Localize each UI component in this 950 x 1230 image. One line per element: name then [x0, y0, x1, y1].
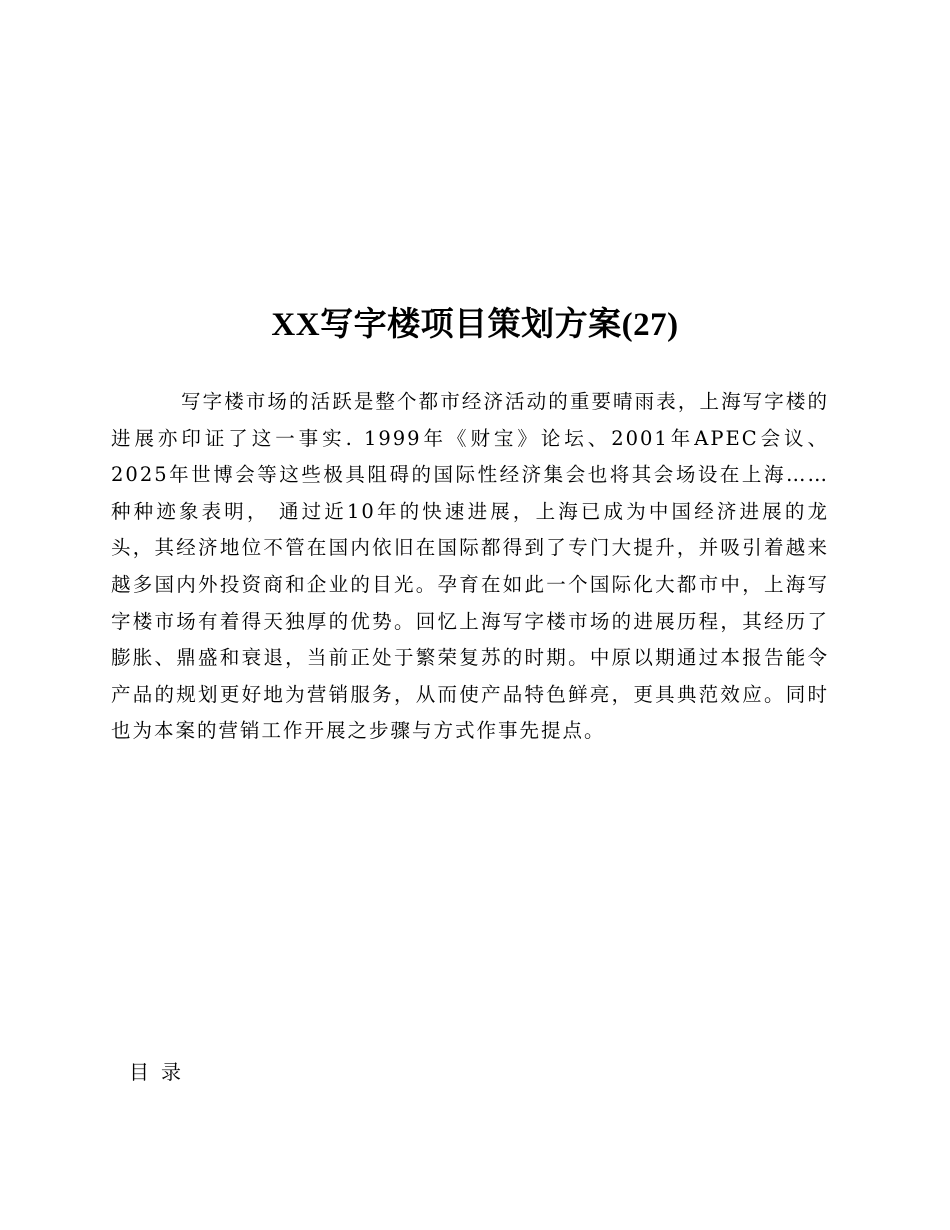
document-title: XX写字楼项目策划方案(27)	[271, 307, 679, 343]
intro-paragraph: 写字楼市场的活跃是整个都市经济活动的重要晴雨表，上海写字楼的进展亦印证了这一事实. 1999年《财宝》论坛、2001年APEC会议、2025年世博会等这些极具阻碍的国际性经济集会也将其会场设在上海……种种迹象表明， 通过近10年的快速进展，上海已成为中国经济进展的龙头，其经济地位不管在国内依旧在国际都得到了专门大提升，并吸引着越来越多国内外投资商和企业的目光。孕育在如此一个国际化大都市中，上海写字楼市场有着得天独厚的优势。回忆上海写字楼市场的进展历程，其经历了膨胀、鼎盛和衰退，当前正处于繁荣复苏的时期。中原以期通过本报告能令产品的规划更好地为营销服务，从而使产品特色鲜亮，更具典范效应。同时也为本案的营销工作开展之步骤与方式作事先提点。	[111, 390, 829, 743]
table-of-contents-heading: 目录	[129, 1060, 193, 1084]
